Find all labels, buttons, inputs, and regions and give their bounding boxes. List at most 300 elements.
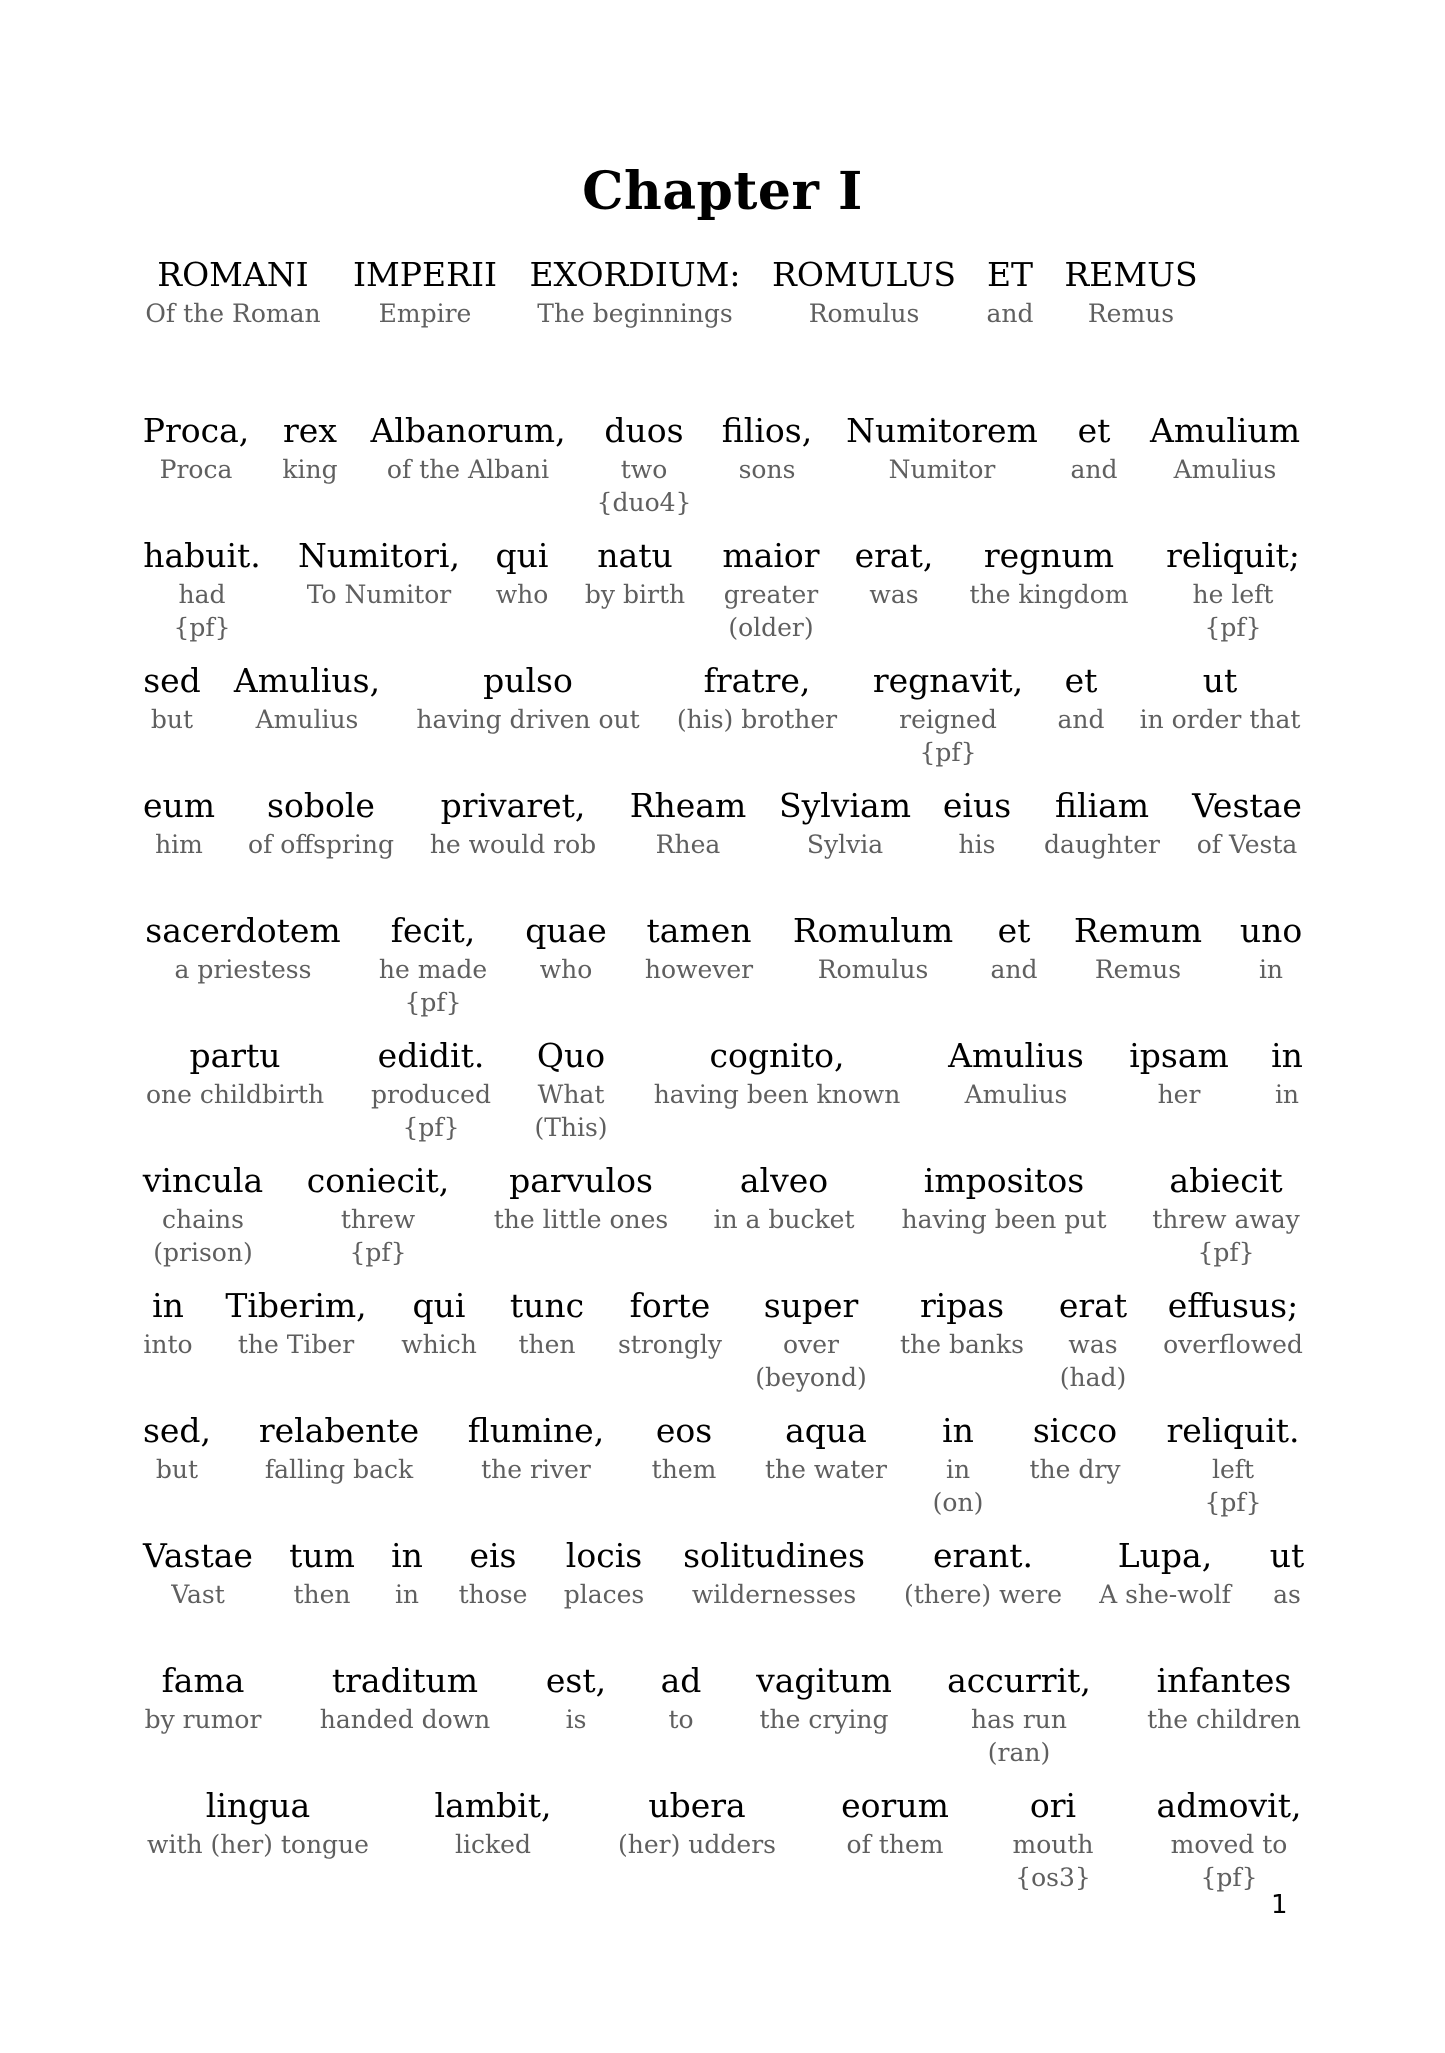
english-gloss: of offspring — [248, 830, 394, 859]
interlinear-word — [401, 1286, 477, 1362]
latin-word: traditum — [331, 1661, 479, 1700]
interlinear-word — [494, 1161, 669, 1237]
latin-word: ubera — [648, 1786, 746, 1825]
english-gloss: Rhea — [655, 830, 721, 859]
latin-word: EXORDIUM: — [529, 255, 741, 294]
latin-word: lingua — [205, 1786, 311, 1825]
latin-word: partu — [189, 1036, 281, 1075]
english-gloss: the little ones — [493, 1205, 669, 1234]
english-gloss: reigned — [899, 705, 997, 734]
heading-line — [0, 255, 1445, 375]
english-gloss: Romulus — [817, 955, 929, 984]
latin-word: eum — [142, 786, 216, 825]
english-gloss: him — [155, 830, 203, 859]
latin-word: erant. — [933, 1536, 1033, 1575]
latin-word: super — [763, 1286, 859, 1325]
english-gloss: having driven out — [416, 705, 640, 734]
interlinear-line — [0, 1786, 1445, 1906]
english-gloss: of Vesta — [1196, 830, 1298, 859]
english-gloss: was — [1068, 1330, 1118, 1359]
interlinear-word — [683, 1536, 865, 1612]
english-gloss: and — [1057, 705, 1105, 734]
grammar-note: (beyond) — [755, 1363, 867, 1392]
english-gloss: by rumor — [144, 1705, 262, 1734]
grammar-note: {pf} — [1200, 1863, 1258, 1892]
english-gloss: them — [651, 1455, 717, 1484]
interlinear-word — [298, 536, 460, 612]
interlinear-word — [1099, 1536, 1231, 1612]
english-gloss: a priestess — [174, 955, 312, 984]
interlinear-word — [948, 1036, 1084, 1112]
english-gloss: he left — [1192, 580, 1274, 609]
english-gloss: her — [1157, 1080, 1201, 1109]
english-gloss: threw — [340, 1205, 416, 1234]
english-gloss: in — [1274, 1080, 1300, 1109]
interlinear-line — [0, 536, 1445, 656]
interlinear-word — [1240, 911, 1302, 987]
english-gloss: the water — [765, 1455, 887, 1484]
english-gloss: and — [990, 955, 1038, 984]
interlinear-word — [1152, 1161, 1300, 1269]
latin-word: quae — [525, 911, 607, 950]
interlinear-word — [900, 1286, 1024, 1362]
latin-word: REMUS — [1064, 255, 1198, 294]
interlinear-word — [841, 1786, 949, 1862]
english-gloss: as — [1273, 1580, 1301, 1609]
latin-word: eos — [655, 1411, 713, 1450]
latin-word: qui — [412, 1286, 466, 1325]
interlinear-word — [459, 1536, 528, 1612]
grammar-note: (on) — [932, 1488, 984, 1517]
latin-word: impositos — [923, 1161, 1085, 1200]
latin-word: fama — [161, 1661, 245, 1700]
interlinear-word — [1030, 1411, 1121, 1487]
latin-word: maior — [722, 536, 820, 575]
interlinear-word — [618, 1286, 722, 1362]
latin-word: Amulius, — [233, 661, 381, 700]
latin-word: filios, — [721, 411, 813, 450]
latin-word: tamen — [646, 911, 752, 950]
interlinear-word — [248, 786, 394, 862]
interlinear-word — [282, 411, 337, 487]
latin-word: ori — [1029, 1786, 1077, 1825]
english-gloss: having been put — [901, 1205, 1107, 1234]
english-gloss: threw away — [1152, 1205, 1300, 1234]
grammar-note: (prison) — [153, 1238, 253, 1267]
interlinear-word — [370, 411, 565, 487]
english-gloss: who — [495, 580, 549, 609]
english-gloss: then — [518, 1330, 576, 1359]
interlinear-word — [320, 1661, 490, 1737]
interlinear-word — [755, 1286, 867, 1394]
latin-word: filiam — [1054, 786, 1150, 825]
interlinear-word — [793, 911, 953, 987]
english-gloss: to — [668, 1705, 694, 1734]
english-gloss: the river — [481, 1455, 591, 1484]
english-gloss: The beginnings — [537, 299, 733, 328]
interlinear-word — [416, 661, 639, 737]
interlinear-word — [143, 661, 201, 737]
grammar-note: {pf} — [402, 1113, 460, 1142]
english-gloss: chains — [162, 1205, 244, 1234]
interlinear-word — [510, 1286, 584, 1362]
interlinear-line — [0, 1536, 1445, 1656]
interlinear-word — [234, 661, 380, 737]
interlinear-word — [143, 1161, 263, 1269]
interlinear-word — [645, 911, 753, 987]
latin-word: relabente — [258, 1411, 420, 1450]
interlinear-word — [353, 255, 497, 331]
interlinear-word — [564, 1536, 645, 1612]
page-number: 1 — [1271, 1890, 1288, 1920]
interlinear-word — [525, 911, 607, 987]
interlinear-word — [722, 411, 812, 487]
interlinear-word — [677, 661, 837, 737]
interlinear-line — [0, 786, 1445, 906]
english-gloss: into — [143, 1330, 193, 1359]
english-gloss: produced — [371, 1080, 491, 1109]
latin-word: in — [942, 1411, 974, 1450]
english-gloss: the Tiber — [237, 1330, 355, 1359]
interlinear-word — [143, 1286, 192, 1362]
english-gloss: places — [563, 1580, 645, 1609]
interlinear-word — [1057, 661, 1104, 737]
english-gloss: Of the Roman — [145, 299, 321, 328]
english-gloss: daughter — [1044, 830, 1160, 859]
interlinear-word — [534, 1036, 607, 1144]
grammar-note: {pf} — [349, 1238, 407, 1267]
interlinear-word — [1044, 786, 1160, 862]
english-gloss: is — [565, 1705, 587, 1734]
interlinear-word — [143, 786, 215, 862]
interlinear-word — [307, 1161, 449, 1269]
interlinear-word — [546, 1661, 606, 1737]
interlinear-line — [0, 1661, 1445, 1781]
english-gloss: handed down — [319, 1705, 491, 1734]
english-gloss: but — [155, 1455, 199, 1484]
latin-word: est, — [545, 1661, 607, 1700]
latin-word: edidit. — [377, 1036, 485, 1075]
english-gloss: in order that — [1139, 705, 1301, 734]
interlinear-word — [990, 911, 1037, 987]
interlinear-word — [143, 1411, 211, 1487]
latin-word: ROMANI — [157, 255, 309, 294]
latin-word: Amulium — [1149, 411, 1301, 450]
english-gloss: licked — [455, 1830, 531, 1859]
latin-word: IMPERII — [352, 255, 498, 294]
interlinear-word — [1270, 1536, 1305, 1612]
interlinear-word — [722, 536, 819, 644]
latin-word: sicco — [1032, 1411, 1118, 1450]
english-gloss: mouth — [1012, 1830, 1094, 1859]
interlinear-word — [1059, 1286, 1127, 1394]
latin-word: ut — [1269, 1536, 1305, 1575]
english-gloss: overflowed — [1163, 1330, 1303, 1359]
interlinear-word — [145, 1661, 262, 1737]
interlinear-word — [143, 411, 250, 487]
english-gloss: (there) were — [903, 1580, 1063, 1609]
latin-word: fecit, — [390, 911, 476, 950]
latin-word: vagitum — [756, 1661, 892, 1700]
grammar-note: {pf} — [404, 988, 462, 1017]
interlinear-word — [1147, 1661, 1301, 1737]
english-gloss: in — [945, 1455, 971, 1484]
latin-word: in — [391, 1536, 423, 1575]
interlinear-line — [0, 1286, 1445, 1406]
latin-word: forte — [629, 1286, 711, 1325]
latin-word: et — [1064, 661, 1098, 700]
interlinear-word — [1012, 1786, 1093, 1894]
latin-word: eorum — [841, 1786, 949, 1825]
latin-word: ripas — [919, 1286, 1005, 1325]
latin-word: Albanorum, — [370, 411, 566, 450]
latin-word: eis — [469, 1536, 517, 1575]
english-gloss: those — [458, 1580, 528, 1609]
interlinear-word — [654, 1036, 901, 1112]
english-gloss: king — [282, 455, 338, 484]
interlinear-word — [661, 1661, 702, 1737]
interlinear-word — [145, 255, 320, 331]
english-gloss: falling back — [264, 1455, 414, 1484]
interlinear-word — [143, 536, 261, 644]
latin-word: aqua — [785, 1411, 867, 1450]
latin-word: solitudines — [683, 1536, 865, 1575]
latin-word: Romulum — [792, 911, 954, 950]
interlinear-word — [779, 786, 911, 862]
interlinear-line — [0, 411, 1445, 531]
latin-word: Vastae — [143, 1536, 253, 1575]
interlinear-word — [379, 911, 487, 1019]
english-gloss: which — [401, 1330, 477, 1359]
latin-word: reliquit; — [1166, 536, 1300, 575]
latin-word: Tiberim, — [225, 1286, 367, 1325]
latin-word: effusus; — [1167, 1286, 1299, 1325]
english-gloss: two — [620, 455, 668, 484]
latin-word: habuit. — [143, 536, 261, 575]
grammar-note: {pf} — [173, 613, 231, 642]
english-gloss: the kingdom — [969, 580, 1129, 609]
interlinear-line — [0, 911, 1445, 1031]
interlinear-word — [1150, 411, 1300, 487]
latin-word: Amulius — [948, 1036, 1084, 1075]
latin-word: Sylviam — [779, 786, 911, 825]
latin-word: cognito, — [709, 1036, 845, 1075]
english-gloss: the banks — [900, 1330, 1024, 1359]
english-gloss: Vast — [171, 1580, 225, 1609]
latin-word: privaret, — [440, 786, 586, 825]
english-gloss: the children — [1147, 1705, 1301, 1734]
latin-word: alveo — [739, 1161, 829, 1200]
english-gloss: Remus — [1094, 955, 1182, 984]
grammar-note: (ran) — [987, 1738, 1051, 1767]
interlinear-word — [391, 1536, 423, 1612]
english-gloss: moved to — [1170, 1830, 1288, 1859]
latin-word: Numitorem — [846, 411, 1038, 450]
english-gloss: in — [1258, 955, 1284, 984]
interlinear-word — [529, 255, 740, 331]
latin-word: erat — [1058, 1286, 1128, 1325]
latin-word: natu — [597, 536, 673, 575]
interlinear-word — [618, 1786, 776, 1862]
latin-word: sed — [143, 661, 201, 700]
interlinear-word — [585, 536, 685, 612]
interlinear-word — [146, 1036, 324, 1112]
latin-word: et — [997, 911, 1031, 950]
interlinear-word — [765, 1411, 887, 1487]
latin-word: qui — [495, 536, 549, 575]
interlinear-word — [371, 1036, 491, 1144]
latin-word: locis — [565, 1536, 643, 1575]
latin-word: Numitori, — [298, 536, 460, 575]
latin-word: reliquit. — [1166, 1411, 1300, 1450]
english-gloss: sons — [738, 455, 796, 484]
latin-word: Proca, — [142, 411, 250, 450]
latin-word: regnum — [983, 536, 1115, 575]
english-gloss: having been known — [653, 1080, 901, 1109]
english-gloss: who — [539, 955, 593, 984]
interlinear-word — [630, 786, 747, 862]
interlinear-word — [714, 1161, 855, 1237]
english-gloss: he made — [378, 955, 488, 984]
interlinear-word — [1157, 1786, 1302, 1894]
interlinear-word — [1129, 1036, 1229, 1112]
latin-word: tum — [289, 1536, 355, 1575]
english-gloss: and — [986, 299, 1034, 328]
latin-word: Vestae — [1192, 786, 1302, 825]
english-gloss: one childbirth — [145, 1080, 325, 1109]
latin-word: duos — [604, 411, 684, 450]
latin-word: ROMULUS — [771, 255, 957, 294]
english-gloss: was — [869, 580, 919, 609]
latin-word: ad — [660, 1661, 702, 1700]
english-gloss: his — [958, 830, 996, 859]
latin-word: in — [1271, 1036, 1303, 1075]
latin-word: eius — [942, 786, 1012, 825]
english-gloss: greater — [723, 580, 819, 609]
english-gloss: over — [783, 1330, 839, 1359]
chapter-title: Chapter I — [582, 161, 863, 222]
latin-word: infantes — [1156, 1661, 1292, 1700]
interlinear-word — [1192, 786, 1302, 862]
grammar-note: (had) — [1059, 1363, 1127, 1392]
interlinear-word — [943, 786, 1011, 862]
english-gloss: What — [537, 1080, 605, 1109]
english-gloss: Amulius — [255, 705, 359, 734]
latin-word: Remum — [1073, 911, 1203, 950]
grammar-note: {pf} — [1204, 1488, 1262, 1517]
interlinear-word — [147, 1786, 369, 1862]
interlinear-word — [756, 1661, 892, 1737]
english-gloss: Remus — [1087, 299, 1175, 328]
english-gloss: Amulius — [1173, 455, 1277, 484]
interlinear-word — [289, 1536, 355, 1612]
english-gloss: the dry — [1029, 1455, 1121, 1484]
latin-word: vincula — [142, 1161, 264, 1200]
english-gloss: Amulius — [964, 1080, 1068, 1109]
english-gloss: Sylvia — [806, 830, 884, 859]
english-gloss: (her) udders — [618, 1830, 776, 1859]
interlinear-line — [0, 1411, 1445, 1531]
grammar-note: (This) — [534, 1113, 608, 1142]
interlinear-word — [259, 1411, 419, 1487]
grammar-note: {os3} — [1015, 1863, 1091, 1892]
interlinear-word — [947, 1661, 1091, 1769]
english-gloss: strongly — [617, 1330, 723, 1359]
english-gloss: A she-wolf — [1099, 1580, 1231, 1609]
english-gloss: (his) brother — [676, 705, 838, 734]
interlinear-word — [143, 1536, 253, 1612]
english-gloss: but — [150, 705, 194, 734]
grammar-note: {pf} — [1197, 1238, 1255, 1267]
latin-word: pulso — [483, 661, 573, 700]
interlinear-word — [1074, 911, 1202, 987]
latin-word: Rheam — [629, 786, 747, 825]
english-gloss: by birth — [584, 580, 686, 609]
latin-word: fratre, — [703, 661, 811, 700]
english-gloss: in a bucket — [713, 1205, 855, 1234]
interlinear-word — [145, 911, 340, 987]
latin-word: admovit, — [1156, 1786, 1302, 1825]
interlinear-word — [1166, 536, 1300, 644]
interlinear-word — [1070, 411, 1117, 487]
latin-word: et — [1077, 411, 1111, 450]
latin-word: lambit, — [434, 1786, 552, 1825]
english-gloss: in — [394, 1580, 420, 1609]
english-gloss: the crying — [759, 1705, 889, 1734]
interlinear-word — [1166, 1411, 1299, 1519]
grammar-note: (older) — [728, 613, 814, 642]
interlinear-word — [597, 411, 692, 519]
grammar-note: {duo4} — [596, 488, 692, 517]
interlinear-word — [430, 786, 596, 862]
latin-word: parvulos — [509, 1161, 653, 1200]
interlinear-word — [225, 1286, 366, 1362]
latin-word: Lupa, — [1117, 1536, 1213, 1575]
interlinear-word — [772, 255, 956, 331]
english-gloss: had — [178, 580, 226, 609]
english-gloss: wildernesses — [691, 1580, 857, 1609]
latin-word: accurrit, — [947, 1661, 1091, 1700]
latin-word: ipsam — [1129, 1036, 1229, 1075]
interlinear-word — [496, 536, 549, 612]
latin-word: ET — [986, 255, 1034, 294]
interlinear-word — [1271, 1036, 1303, 1112]
interlinear-word — [435, 1786, 552, 1862]
interlinear-word — [1163, 1286, 1303, 1362]
latin-word: regnavit, — [872, 661, 1024, 700]
english-gloss: Proca — [159, 455, 233, 484]
latin-word: ut — [1202, 661, 1238, 700]
latin-word: tunc — [509, 1286, 585, 1325]
latin-word: erat, — [854, 536, 934, 575]
english-gloss: with (her) tongue — [147, 1830, 369, 1859]
latin-word: sobole — [267, 786, 375, 825]
english-gloss: he would rob — [429, 830, 597, 859]
english-gloss: however — [644, 955, 754, 984]
grammar-note: {pf} — [1204, 613, 1262, 642]
interlinear-word — [855, 536, 934, 612]
english-gloss: Numitor — [888, 455, 996, 484]
latin-word: Quo — [536, 1036, 606, 1075]
english-gloss: Empire — [378, 299, 472, 328]
latin-word: abiecit — [1169, 1161, 1283, 1200]
english-gloss: has run — [971, 1705, 1067, 1734]
latin-word: sed, — [142, 1411, 212, 1450]
latin-word: in — [152, 1286, 184, 1325]
english-gloss: Romulus — [808, 299, 920, 328]
interlinear-word — [873, 661, 1023, 769]
latin-word: sacerdotem — [145, 911, 341, 950]
